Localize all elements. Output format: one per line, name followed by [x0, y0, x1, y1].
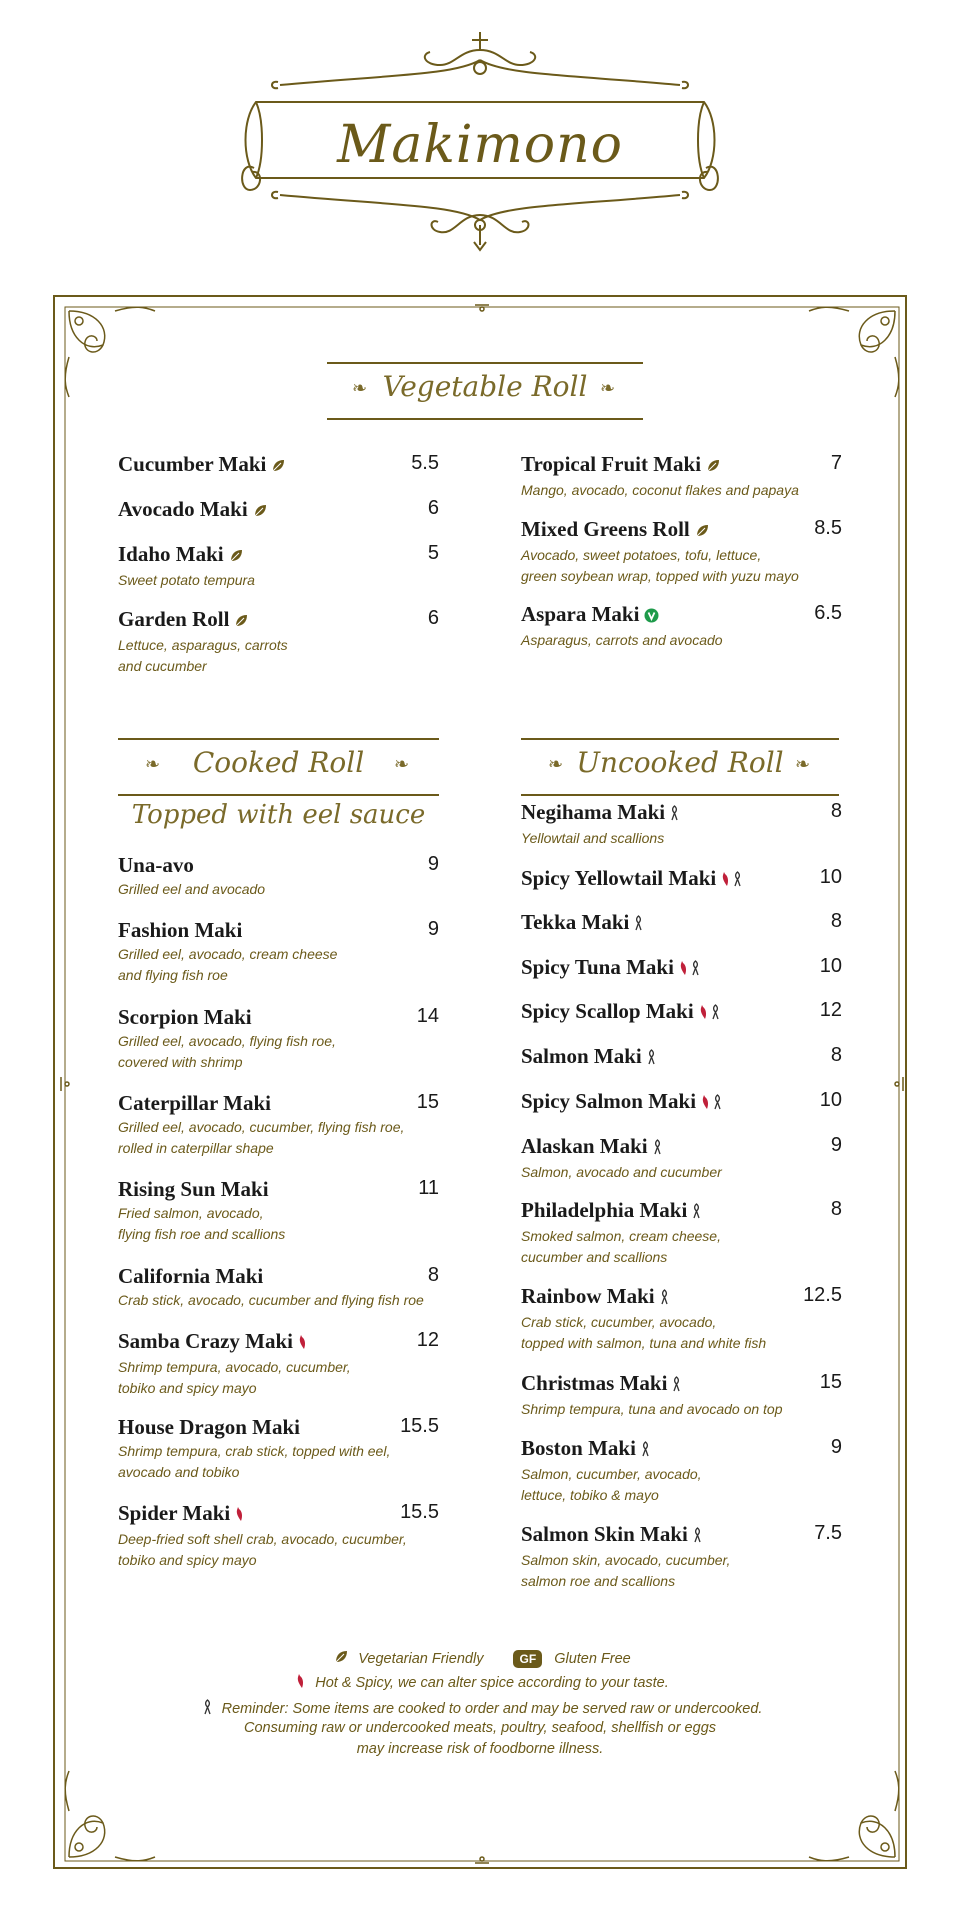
menu-item	[521, 955, 842, 982]
raw-icon	[653, 1136, 662, 1161]
menu-item	[521, 800, 842, 849]
raw-icon	[692, 1200, 701, 1225]
item-price: 10	[819, 866, 842, 888]
item-name	[521, 1044, 842, 1071]
menu-item	[521, 910, 842, 937]
item-name	[521, 910, 842, 937]
item-name-text: Fashion Maki	[118, 918, 243, 942]
menu-item	[521, 1089, 842, 1116]
item-name-text: Tropical Fruit Maki	[521, 452, 702, 476]
menu-item	[118, 1177, 439, 1245]
item-description: Fried salmon, avocado, flying fish roe and scallions	[118, 1205, 286, 1242]
item-price: 5	[427, 542, 439, 564]
menu-item	[118, 1329, 439, 1399]
section-title-uncooked: Uncooked Roll	[576, 746, 784, 779]
item-name-text: House Dragon Maki	[118, 1415, 301, 1439]
menu-item	[118, 853, 439, 900]
item-name	[118, 918, 439, 943]
item-name	[521, 955, 842, 982]
menu-item	[521, 1436, 842, 1506]
legend-line-1	[53, 1650, 907, 1668]
item-name-text: Spider Maki	[118, 1501, 231, 1525]
item-price: 12.5	[803, 1284, 842, 1306]
item-description: Salmon, avocado and cucumber	[521, 1163, 722, 1180]
item-name-text: Christmas Maki	[521, 1371, 668, 1395]
item-name-text: Idaho Maki	[118, 542, 224, 566]
item-name-text: Una-avo	[118, 853, 194, 877]
item-name-text: Salmon Skin Maki	[521, 1522, 688, 1546]
item-name	[521, 1089, 842, 1116]
legend-line-2	[53, 1673, 907, 1693]
menu-item	[118, 1415, 439, 1483]
item-name	[521, 866, 842, 893]
item-description: Avocado, sweet potatoes, tofu, lettuce, green soybean wrap, topped with yuzu mayo	[521, 546, 799, 584]
item-price: 6	[427, 497, 439, 519]
item-name	[521, 1198, 842, 1225]
item-price: 15	[416, 1091, 439, 1113]
item-name-text: Spicy Tuna Maki	[521, 955, 674, 979]
raw-icon	[660, 1286, 669, 1311]
raw-icon	[691, 957, 700, 982]
gluten-free-badge: GF	[513, 1650, 542, 1668]
item-name	[521, 1284, 842, 1311]
item-price: 9	[830, 1436, 842, 1458]
item-price: 9	[427, 918, 439, 940]
header-banner	[240, 20, 720, 260]
item-name	[118, 1415, 439, 1440]
item-name	[521, 999, 842, 1026]
section-rule	[118, 794, 439, 796]
item-name-text: Tekka Maki	[521, 910, 630, 934]
item-name-text: Samba Crazy Maki	[118, 1329, 293, 1353]
item-name-text: Rainbow Maki	[521, 1284, 655, 1308]
item-description: Shrimp tempura, crab stick, topped with eel, avocado and tobiko	[118, 1443, 391, 1480]
item-description: Grilled eel, avocado, flying fish roe, covered with shrimp	[118, 1033, 336, 1070]
item-price: 8	[830, 1044, 842, 1066]
item-price: 8	[830, 910, 842, 932]
item-name-text: California Maki	[118, 1264, 264, 1288]
item-price: 5.5	[411, 452, 439, 474]
item-name	[118, 1005, 439, 1030]
item-description: Smoked salmon, cream cheese, cucumber and scallions	[521, 1227, 721, 1265]
raw-icon	[672, 1373, 681, 1398]
item-price: 14	[416, 1005, 439, 1027]
item-price: 6	[427, 607, 439, 629]
item-name	[521, 1522, 842, 1549]
item-name	[521, 1436, 842, 1463]
item-price: 7	[830, 452, 842, 474]
flourish-icon: ❧	[352, 378, 368, 399]
item-price: 8	[830, 800, 842, 822]
legend-reminder: Reminder: Some items are cooked to order and may be served raw or undercooked.	[221, 1700, 763, 1717]
chili-icon	[298, 1331, 307, 1356]
leaf-icon	[234, 609, 248, 634]
item-name	[118, 1091, 439, 1116]
section-rule	[521, 738, 839, 740]
item-price: 6.5	[814, 602, 842, 624]
item-name	[521, 1371, 842, 1398]
item-name	[118, 542, 439, 569]
item-name-text: Caterpillar Maki	[118, 1091, 272, 1115]
item-name-text: Boston Maki	[521, 1436, 636, 1460]
menu-item	[521, 1198, 842, 1268]
item-description: Grilled eel, avocado, cucumber, flying fish roe, rolled in caterpillar shape	[118, 1119, 405, 1156]
legend-gluten-free: Gluten Free	[554, 1650, 631, 1667]
menu-item	[521, 1044, 842, 1071]
item-description: Salmon skin, avocado, cucumber, salmon roe and scallions	[521, 1551, 731, 1589]
raw-icon	[670, 802, 679, 827]
item-name	[521, 1134, 842, 1161]
section-subtitle-cooked: Topped with eel sauce	[131, 800, 426, 830]
item-name	[521, 602, 842, 629]
menu-item	[521, 1371, 842, 1420]
chili-icon	[679, 957, 688, 982]
menu-item	[118, 1005, 439, 1073]
item-price: 11	[418, 1177, 439, 1199]
section-title-vegetable: Vegetable Roll	[382, 370, 588, 403]
menu-item	[521, 1284, 842, 1354]
item-description: Yellowtail and scallions	[521, 829, 665, 846]
flourish-icon: ❧	[600, 378, 616, 399]
item-name-text: Mixed Greens Roll	[521, 517, 690, 541]
menu-item	[521, 1522, 842, 1592]
menu-item	[521, 999, 842, 1026]
menu-item	[521, 602, 842, 651]
vegan-icon	[644, 604, 659, 629]
chili-icon	[701, 1091, 710, 1116]
item-description: Sweet potato tempura	[118, 571, 255, 588]
menu-item	[521, 517, 842, 587]
section-rule	[118, 738, 439, 740]
legend-line-5: may increase risk of foodborne illness.	[356, 1741, 604, 1757]
item-name-text: Alaskan Maki	[521, 1134, 648, 1158]
menu-item	[118, 1501, 439, 1571]
raw-icon	[634, 912, 643, 937]
item-name-text: Philadelphia Maki	[521, 1198, 688, 1222]
item-price: 9	[427, 853, 439, 875]
item-price: 12	[416, 1329, 439, 1351]
item-description: Deep-fried soft shell crab, avocado, cucumber, tobiko and spicy mayo	[118, 1530, 407, 1568]
menu-item	[118, 1091, 439, 1159]
item-name	[118, 1264, 439, 1289]
raw-icon	[203, 1699, 212, 1719]
section-rule	[327, 362, 643, 364]
item-name-text: Rising Sun Maki	[118, 1177, 269, 1201]
legend-spicy: Hot & Spicy, we can alter spice according to your taste.	[315, 1674, 669, 1691]
item-name	[118, 607, 439, 634]
raw-icon	[693, 1524, 702, 1549]
chili-icon	[699, 1001, 708, 1026]
item-price: 9	[830, 1134, 842, 1156]
menu-item	[118, 918, 439, 986]
item-description: Grilled eel, avocado, cream cheese and flying fish roe	[118, 946, 338, 983]
legend-line-4: Consuming raw or undercooked meats, poultry, seafood, shellfish or eggs	[243, 1720, 717, 1736]
chili-icon	[235, 1503, 244, 1528]
item-description: Mango, avocado, coconut flakes and papaya	[521, 481, 799, 498]
item-price: 15	[819, 1371, 842, 1393]
item-price: 8	[427, 1264, 439, 1286]
legend-line-3	[53, 1699, 907, 1719]
item-name-text: Cucumber Maki	[118, 452, 267, 476]
leaf-icon	[229, 544, 243, 569]
menu-item	[521, 866, 842, 893]
item-description: Crab stick, cucumber, avocado, topped with salmon, tuna and white fish	[521, 1313, 767, 1351]
item-price: 15.5	[400, 1415, 439, 1437]
item-name	[118, 452, 439, 479]
item-price: 7.5	[814, 1522, 842, 1544]
item-name	[118, 1329, 439, 1356]
item-price: 15.5	[400, 1501, 439, 1523]
section-rule	[521, 794, 839, 796]
item-price: 10	[819, 1089, 842, 1111]
item-name	[118, 853, 439, 878]
item-name-text: Spicy Yellowtail Maki	[521, 866, 717, 890]
item-name-text: Avocado Maki	[118, 497, 248, 521]
item-price: 8.5	[814, 517, 842, 539]
item-name	[118, 497, 439, 524]
raw-icon	[711, 1001, 720, 1026]
item-name-text: Aspara Maki	[521, 602, 640, 626]
item-description: Asparagus, carrots and avocado	[521, 631, 723, 648]
item-name-text: Spicy Salmon Maki	[521, 1089, 697, 1113]
leaf-icon	[271, 454, 285, 479]
item-name-text: Spicy Scallop Maki	[521, 999, 694, 1023]
item-description: Crab stick, avocado, cucumber and flying fish roe	[118, 1292, 424, 1308]
flourish-icon: ❧	[795, 754, 811, 775]
item-description: Grilled eel and avocado	[118, 881, 266, 897]
raw-icon	[733, 868, 742, 893]
flourish-icon: ❧	[548, 754, 564, 775]
menu-item	[118, 1264, 439, 1311]
flourish-icon: ❧	[394, 754, 410, 775]
leaf-icon	[706, 454, 720, 479]
menu-item	[118, 497, 439, 524]
item-name	[521, 452, 842, 479]
item-name-text: Salmon Maki	[521, 1044, 642, 1068]
legend-vegetarian: Vegetarian Friendly	[358, 1650, 484, 1667]
page-title: Makimono	[337, 115, 623, 175]
item-name-text: Negihama Maki	[521, 800, 666, 824]
item-name	[118, 1177, 439, 1202]
item-price: 8	[830, 1198, 842, 1220]
item-description: Shrimp tempura, avocado, cucumber, tobiko and spicy mayo	[118, 1358, 351, 1396]
item-name	[521, 800, 842, 827]
item-description: Salmon, cucumber, avocado, lettuce, tobiko & mayo	[521, 1465, 702, 1503]
menu-item	[118, 607, 439, 677]
item-name-text: Garden Roll	[118, 607, 230, 631]
raw-icon	[647, 1046, 656, 1071]
raw-icon	[641, 1438, 650, 1463]
menu-item	[521, 1134, 842, 1183]
item-price: 10	[819, 955, 842, 977]
menu-item	[118, 542, 439, 591]
section-rule	[327, 418, 643, 420]
item-name-text: Scorpion Maki	[118, 1005, 252, 1029]
leaf-icon	[253, 499, 267, 524]
item-name	[521, 517, 842, 544]
raw-icon	[713, 1091, 722, 1116]
item-name	[118, 1501, 439, 1528]
item-price: 12	[819, 999, 842, 1021]
item-description: Lettuce, asparagus, carrots and cucumber	[118, 636, 288, 674]
chili-icon	[296, 1673, 305, 1693]
item-description: Shrimp tempura, tuna and avocado on top	[521, 1400, 783, 1417]
leaf-icon	[334, 1650, 348, 1668]
flourish-icon: ❧	[145, 754, 161, 775]
chili-icon	[721, 868, 730, 893]
menu-item	[521, 452, 842, 501]
menu-item	[118, 452, 439, 479]
section-title-cooked: Cooked Roll	[192, 746, 365, 779]
leaf-icon	[695, 519, 709, 544]
